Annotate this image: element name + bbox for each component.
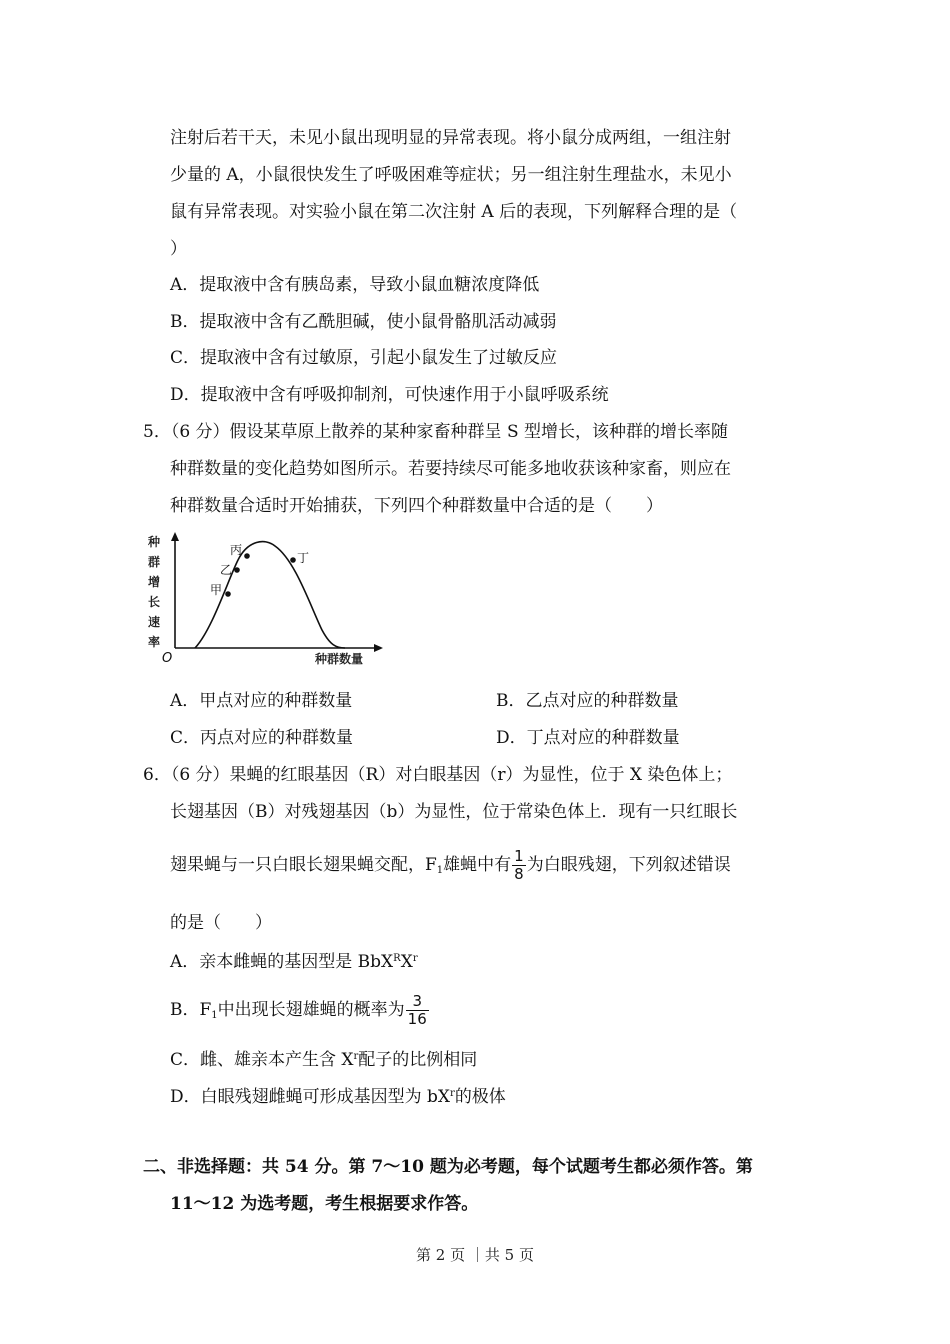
- point-jia: [225, 591, 231, 597]
- fraction-denominator: 8: [514, 865, 524, 883]
- q4-stem-line-4: ）: [170, 239, 187, 259]
- y-label-char: 增: [148, 575, 161, 589]
- q6-text: 翅果蝇与一只白眼长翅果蝇交配，F: [170, 855, 437, 875]
- q6-stem-line-4: 的是（ ）: [170, 913, 272, 933]
- growth-rate-figure: [140, 530, 390, 670]
- section2-heading-line-1: 二、非选择题：共 54 分。第 7～10 题为必考题，每个试题考生都必须作答。第: [143, 1157, 753, 1177]
- superscript: R: [393, 953, 401, 964]
- superscript: r: [412, 953, 418, 964]
- y-label-char: 种: [148, 535, 161, 549]
- label-bing: 丙: [230, 543, 243, 557]
- fraction-numerator: 3: [406, 993, 429, 1011]
- fraction-denominator: 16: [407, 1010, 427, 1028]
- label-yi: 乙: [220, 563, 233, 577]
- superscript: r: [353, 1051, 359, 1062]
- q6-option-d: [170, 1082, 506, 1109]
- q5-option-a: A．甲点对应的种群数量: [170, 691, 353, 711]
- superscript: r: [450, 1088, 455, 1099]
- q5-stem-line-1: 5．（6 分）假设某草原上散养的某种家畜种群呈 S 型增长，该种群的增长率随: [143, 422, 728, 442]
- q4-option-c: C．提取液中含有过敏原，引起小鼠发生了过敏反应: [170, 348, 558, 368]
- q6-text: 为白眼残翅，下列叙述错误: [526, 855, 731, 875]
- fraction-numerator: 1: [514, 847, 524, 865]
- q6-option-a: [170, 947, 418, 974]
- point-bing: [244, 553, 250, 559]
- fraction-three-sixteenths: [406, 993, 429, 1028]
- subscript: 1: [436, 865, 444, 876]
- q4-stem-line-3: 鼠有异常表现。对实验小鼠在第二次注射 A 后的表现，下列解释合理的是（: [170, 202, 738, 222]
- y-label-char: 长: [148, 595, 161, 609]
- x-axis-label: 种群数量: [315, 652, 364, 666]
- q5-stem-line-3: 种群数量合适时开始捕获，下列四个种群数量中合适的是（ ）: [170, 496, 663, 516]
- point-yi: [234, 567, 240, 573]
- q4-stem-line-1: 注射后若干天，未见小鼠出现明显的异常表现。将小鼠分成两组，一组注射: [170, 128, 731, 148]
- fraction-one-eighth: [512, 848, 526, 883]
- q5-option-d: D．丁点对应的种群数量: [496, 728, 680, 748]
- subscript: 1: [211, 1010, 218, 1021]
- x-axis-arrow: [374, 644, 383, 652]
- q6-stem-line-3: [170, 848, 731, 883]
- point-ding: [290, 557, 296, 563]
- q6-text: 雄蝇中有: [443, 855, 512, 875]
- page-footer: 第 2 页 ｜共 5 页: [416, 1246, 534, 1264]
- q5-stem-line-2: 种群数量的变化趋势如图所示。若要持续尽可能多地收获该种家畜，则应在: [170, 459, 731, 479]
- q6-stem-line-1: 6．（6 分）果蝇的红眼基因（R）对白眼基因（r）为显性，位于 X 染色体上；: [143, 765, 733, 785]
- y-label-char: 率: [148, 635, 161, 649]
- section2-heading-line-2: 11～12 为选考题，考生根据要求作答。: [170, 1194, 479, 1214]
- label-ding: 丁: [297, 551, 310, 565]
- label-jia: 甲: [210, 583, 223, 597]
- y-axis-label: [147, 534, 160, 649]
- q5-option-c: C．丙点对应的种群数量: [170, 728, 354, 748]
- q6-text: D．白眼残翅雌蝇可形成基因型为 bX: [170, 1087, 451, 1107]
- y-axis-arrow: [171, 532, 179, 541]
- q4-option-a: A．提取液中含有胰岛素，导致小鼠血糖浓度降低: [170, 275, 540, 295]
- q6-text: X: [400, 952, 413, 972]
- q6-text: 配子的比例相同: [358, 1050, 478, 1070]
- q6-text: C．雌、雄亲本产生含 X: [170, 1050, 354, 1070]
- q6-text: 中出现长翅雄蝇的概率为: [217, 1000, 405, 1020]
- q6-option-c: [170, 1045, 477, 1072]
- y-label-char: 速: [148, 615, 161, 629]
- q6-text: B．F: [170, 1000, 212, 1020]
- q6-text: 的极体: [454, 1087, 506, 1107]
- origin-label: O: [162, 651, 173, 666]
- q5-option-b: B．乙点对应的种群数量: [496, 691, 679, 711]
- q4-stem-line-2: 少量的 A，小鼠很快发生了呼吸困难等症状；另一组注射生理盐水，未见小: [170, 165, 732, 185]
- q6-text: A．亲本雌蝇的基因型是 BbX: [170, 952, 394, 972]
- q4-option-d: D．提取液中含有呼吸抑制剂，可快速作用于小鼠呼吸系统: [170, 385, 609, 405]
- q6-option-b: [170, 993, 430, 1028]
- q6-stem-line-2: 长翅基因（B）对残翅基因（b）为显性，位于常染色体上．现有一只红眼长: [170, 802, 738, 822]
- y-label-char: 群: [148, 555, 161, 569]
- q4-option-b: B．提取液中含有乙酰胆碱，使小鼠骨骼肌活动减弱: [170, 312, 557, 332]
